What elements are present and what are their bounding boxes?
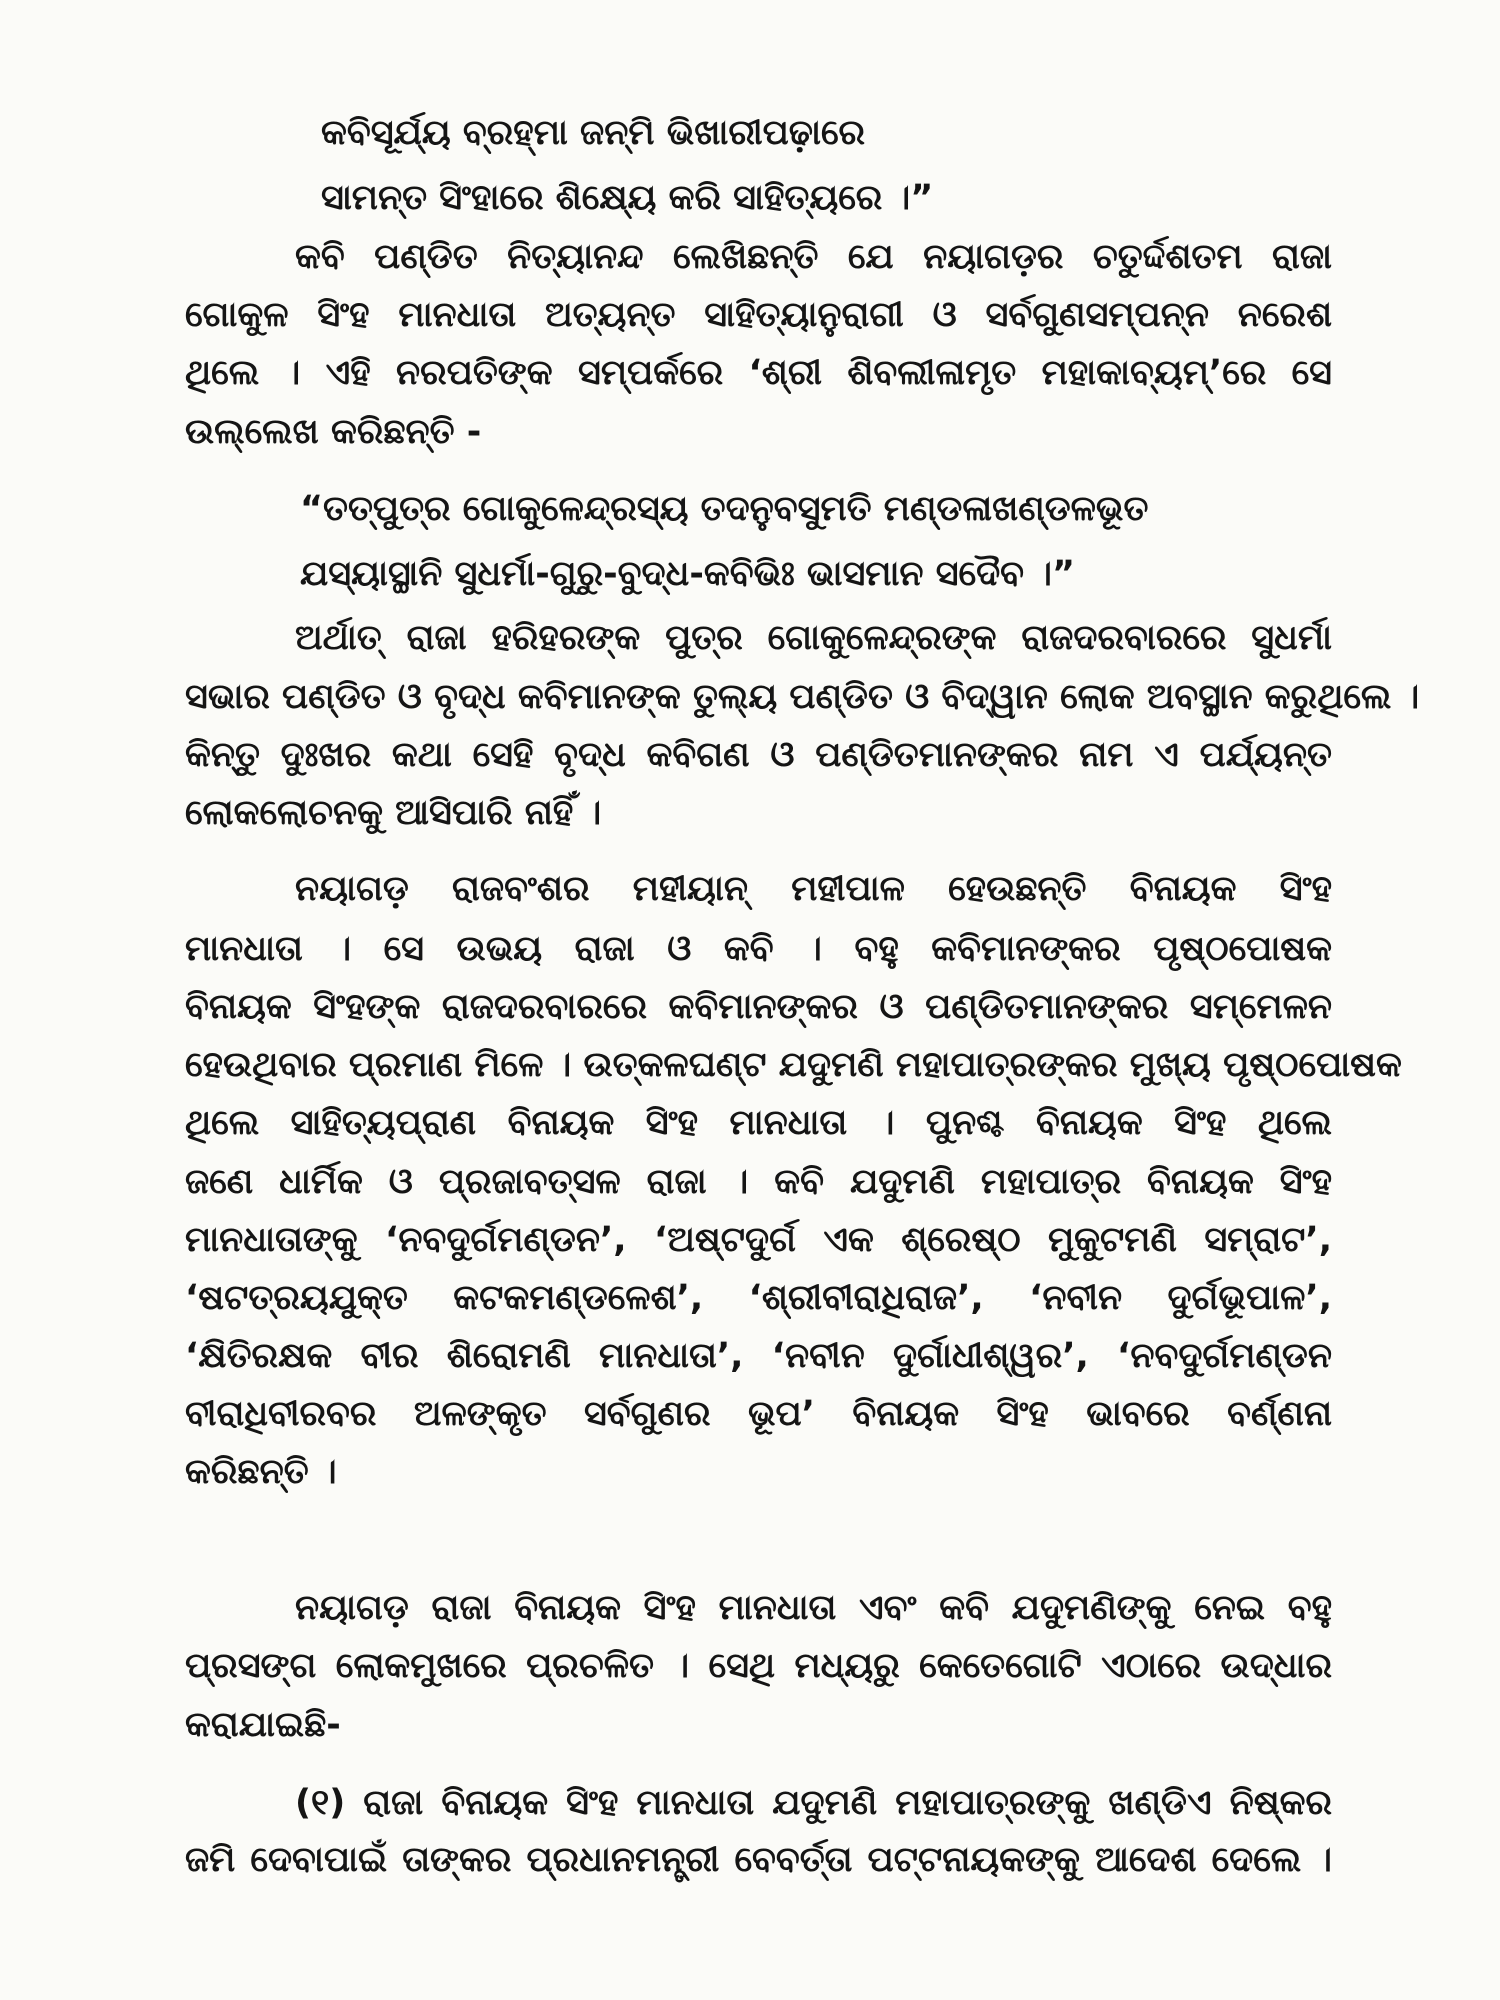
text-line: ନୟାଗଡ଼ ରାଜବଂଶର ମହୀୟାନ୍ ମହୀପାଳ ହେଉଛନ୍ତି ବିନାୟକ ସିଂହ <box>295 869 1332 909</box>
text-line: କରିଛନ୍ତି । <box>185 1452 337 1492</box>
text-line: ଜମି ଦେବାପାଇଁ ତାଙ୍କର ପ୍ରଧାନମନ୍ତ୍ରୀ ବେବର୍ତ୍ତା ପଟ୍ଟନାୟକଙ୍କୁ ଆଦେଶ ଦେଲେ । <box>185 1840 1332 1880</box>
text-line: ନୟାଗଡ଼ ରାଜା ବିନାୟକ ସିଂହ ମାନଧାତା ଏବଂ କବି ଯଦୁମଣିଙ୍କୁ ନେଇ ବହୁ <box>295 1588 1332 1628</box>
text-line: ‘କ୍ଷିତିରକ୍ଷକ ବୀର ଶିରୋମଣି ମାନଧାତା’, ‘ନବୀନ ଦୁର୍ଗାଧୀଶ୍ୱର’, ‘ନବଦୁର୍ଗମଣ୍ଡନ <box>185 1336 1332 1376</box>
text-line: ଜଣେ ଧାର୍ମିକ ଓ ପ୍ରଜାବତ୍ସଳ ରାଜା । କବି ଯଦୁମଣି ମହାପାତ୍ର ବିନାୟକ ସିଂହ <box>185 1162 1332 1202</box>
text-line: ପ୍ରସଙ୍ଗ ଲୋକମୁଖରେ ପ୍ରଚଳିତ । ସେଥି ମଧ୍ୟରୁ କେତେଗୋଟି ଏଠାରେ ଉଦ୍ଧାର <box>185 1646 1332 1686</box>
text-line: ଥିଲେ । ଏହି ନରପତିଙ୍କ ସମ୍ପର୍କରେ ‘ଶ୍ରୀ ଶିବଲୀଳାମୃତ ମହାକାବ୍ୟମ୍’ରେ ସେ <box>185 353 1332 393</box>
text-line: ମାନଧାତା । ସେ ଉଭୟ ରାଜା ଓ କବି । ବହୁ କବିମାନଙ୍କର ପୃଷ୍ଠପୋଷକ <box>185 929 1332 969</box>
text-line: ବୀରାଧିବୀରବର ଅଳଙ୍କୃତ ସର୍ବଗୁଣର ଭୂପ’ ବିନାୟକ ସିଂହ ଭାବରେ ବର୍ଣ୍ଣନା <box>185 1394 1332 1434</box>
verse-line: ସାମନ୍ତ ସିଂହାରେ ଶିକ୍ଷ୍ୟେ କରି ସାହିତ୍ୟରେ ।” <box>321 178 934 218</box>
text-line: ମାନଧାତାଙ୍କୁ ‘ନବଦୁର୍ଗମଣ୍ଡନ’, ‘ଅଷ୍ଟଦୁର୍ଗ ଏକ ଶ୍ରେଷ୍ଠ ମୁକୁଟମଣି ସମ୍ରାଟ’, <box>185 1220 1332 1260</box>
text-line: କବି ପଣ୍ଡିତ ନିତ୍ୟାନନ୍ଦ ଲେଖିଛନ୍ତି ଯେ ନୟାଗଡ଼ର ଚତୁର୍ଦ୍ଦଶତମ ରାଜା <box>295 237 1332 277</box>
text-line: (୧) ରାଜା ବିନାୟକ ସିଂହ ମାନଧାତା ଯଦୁମଣି ମହାପାତ୍ରଙ୍କୁ ଖଣ୍ଡିଏ ନିଷ୍କର <box>295 1783 1332 1823</box>
text-line: ଲୋକଲୋଚନକୁ ଆସିପାରି ନାହିଁ । <box>185 793 602 833</box>
text-line: ହେଉଥିବାର ପ୍ରମାଣ ମିଳେ । ଉତ୍କଳଘଣ୍ଟ ଯଦୁମଣି ମହାପାତ୍ରଙ୍କର ମୁଖ୍ୟ ପୃଷ୍ଠପୋଷକ <box>185 1045 1402 1085</box>
text-line: କରାଯାଇଛି- <box>185 1705 341 1745</box>
text-line: ବିନାୟକ ସିଂହଙ୍କ ରାଜଦରବାରରେ କବିମାନଙ୍କର ଓ ପଣ୍ଡିତମାନଙ୍କର ସମ୍ମେଳନ <box>185 987 1332 1027</box>
verse-line: କବିସୂର୍ଯ୍ୟ ବ୍ରହ୍ମା ଜନ୍ମି ଭିଖାରୀପଢ଼ାରେ <box>321 113 866 153</box>
text-line: ଗୋକୁଳ ସିଂହ ମାନଧାତା ଅତ୍ୟନ୍ତ ସାହିତ୍ୟାନୁରାଗୀ ଓ ସର୍ବଗୁଣସମ୍ପନ୍ନ ନରେଶ <box>185 295 1332 335</box>
text-line: ଥିଲେ ସାହିତ୍ୟପ୍ରାଣ ବିନାୟକ ସିଂହ ମାନଧାତା । ପୁନଶ୍ଚ ବିନାୟକ ସିଂହ ଥିଲେ <box>185 1103 1332 1143</box>
quote-line: ଯସ୍ୟାସ୍ଥାନି ସୁଧର୍ମା-ଗୁରୁ-ବୁଦ୍ଧ-କବିଭିଃ ଭାସମାନ ସଦୈବ ।” <box>300 554 1075 594</box>
text-line: କିନ୍ତୁ ଦୁଃଖର କଥା ସେହି ବୃଦ୍ଧ କବିଗଣ ଓ ପଣ୍ଡିତମାନଙ୍କର ନାମ ଏ ପର୍ଯ୍ୟନ୍ତ <box>185 735 1332 775</box>
text-line: ସଭାର ପଣ୍ଡିତ ଓ ବୃଦ୍ଧ କବିମାନଙ୍କ ତୁଲ୍ୟ ପଣ୍ଡିତ ଓ ବିଦ୍ୱାନ ଲୋକ ଅବସ୍ଥାନ କରୁଥିଲେ । <box>185 677 1420 717</box>
text-line: ଅର୍ଥାତ୍ ରାଜା ହରିହରଙ୍କ ପୁତ୍ର ଗୋକୁଳେନ୍ଦ୍ରଙ୍କ ରାଜଦରବାରରେ ସୁଧର୍ମା <box>295 618 1332 658</box>
text-line: ଉଲ୍ଲେଖ କରିଛନ୍ତି - <box>185 412 482 452</box>
quote-line: “ତତ୍ପୁତ୍ର ଗୋକୁଳେନ୍ଦ୍ରସ୍ୟ ତଦନୁବସୁମତି ମଣ୍ଡଳାଖଣ୍ଡଳଭୂତ <box>300 489 1149 529</box>
text-line: ‘ଷଟତ୍ରୟଯୁକ୍ତ କଟକମଣ୍ଡଳେଶ’, ‘ଶ୍ରୀବୀରାଧିରାଜ’, ‘ନବୀନ ଦୁର୍ଗଭୂପାଳ’, <box>185 1278 1332 1318</box>
